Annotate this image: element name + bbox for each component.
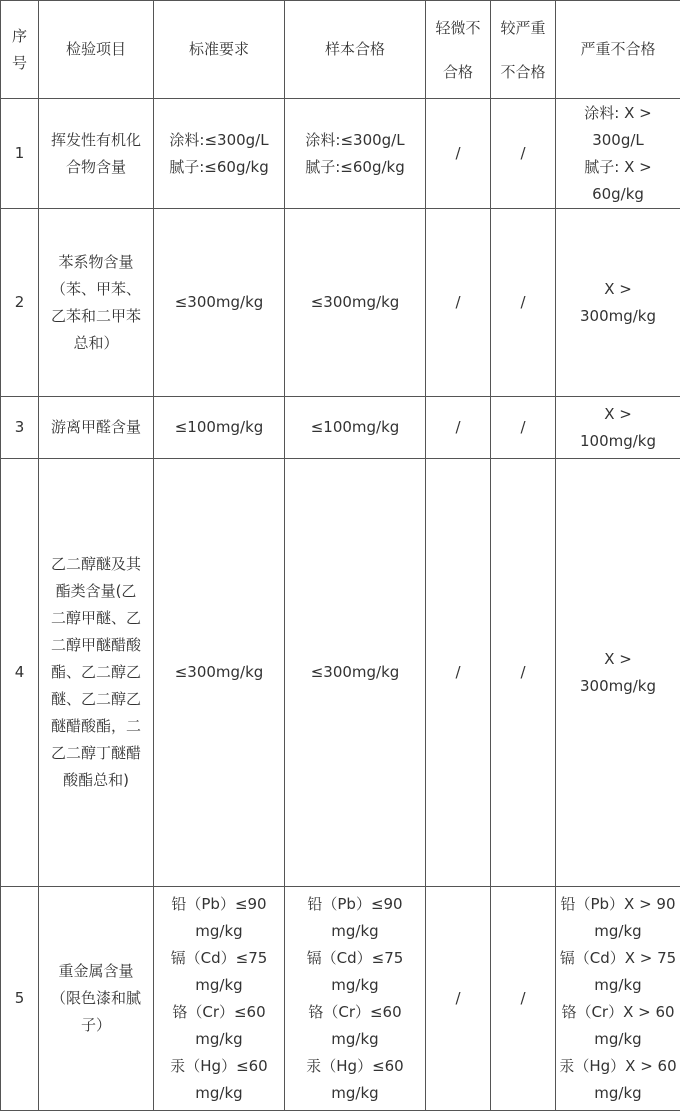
cell-sample-line: 镉（Cd）≤75 xyxy=(288,945,422,972)
cell-no: 3 xyxy=(1,397,39,459)
cell-serious: / xyxy=(491,209,556,397)
cell-severe-line: X > xyxy=(559,276,677,303)
cell-sample xyxy=(285,397,426,459)
cell-standard-line: mg/kg xyxy=(157,1080,281,1107)
cell-standard-line: 涂料:≤300g/L xyxy=(157,127,281,154)
cell-item-line: 游离甲醛含量 xyxy=(42,414,150,441)
cell-standard-line: 铬（Cr）≤60 xyxy=(157,999,281,1026)
cell-sample-line: 涂料:≤300g/L xyxy=(288,127,422,154)
header-seq: 序 号 xyxy=(1,1,39,99)
cell-severe-line: 60g/kg xyxy=(559,181,677,208)
table-row xyxy=(1,397,680,459)
header-serious: 较严重 不合格 xyxy=(491,1,556,99)
cell-no: 1 xyxy=(1,99,39,209)
cell-severe xyxy=(556,397,680,459)
cell-slight: / xyxy=(426,209,491,397)
cell-item-line: （苯、甲苯、 xyxy=(42,276,150,303)
cell-item-line: 醚醋酸酯，二 xyxy=(42,713,150,740)
cell-item-line: 子） xyxy=(42,1012,150,1039)
cell-severe xyxy=(556,459,680,887)
cell-sample-line: mg/kg xyxy=(288,1080,422,1107)
cell-sample-line: mg/kg xyxy=(288,972,422,999)
cell-severe xyxy=(556,887,680,1111)
cell-severe-line: 300mg/kg xyxy=(559,303,677,330)
cell-severe-line: 铅（Pb）X > 90 xyxy=(559,891,677,918)
cell-item-line: 挥发性有机化 xyxy=(42,127,150,154)
cell-item-line: 酸酯总和) xyxy=(42,767,150,794)
cell-item xyxy=(39,459,154,887)
cell-serious: / xyxy=(491,459,556,887)
cell-standard-line: 汞（Hg）≤60 xyxy=(157,1053,281,1080)
cell-item-line: 合物含量 xyxy=(42,154,150,181)
cell-slight: / xyxy=(426,99,491,209)
cell-standard xyxy=(154,209,285,397)
table-row xyxy=(1,459,680,887)
cell-item-line: 苯系物含量 xyxy=(42,249,150,276)
cell-item-line: 酯类含量(乙 xyxy=(42,578,150,605)
cell-item-line: 酯、乙二醇乙 xyxy=(42,659,150,686)
cell-standard-line: 腻子:≤60g/kg xyxy=(157,154,281,181)
cell-item-line: 乙苯和二甲苯 xyxy=(42,303,150,330)
cell-sample-line: ≤100mg/kg xyxy=(288,414,422,441)
cell-standard xyxy=(154,887,285,1111)
cell-severe-line: 汞（Hg）X > 60 xyxy=(559,1053,677,1080)
cell-severe-line: X > xyxy=(559,401,677,428)
cell-severe-line: 镉（Cd）X > 75 xyxy=(559,945,677,972)
cell-sample-line: 腻子:≤60g/kg xyxy=(288,154,422,181)
cell-slight: / xyxy=(426,887,491,1111)
cell-standard-line: mg/kg xyxy=(157,972,281,999)
cell-item-line: 重金属含量 xyxy=(42,958,150,985)
cell-sample-line: 铅（Pb）≤90 xyxy=(288,891,422,918)
table-row xyxy=(1,209,680,397)
cell-sample-line: mg/kg xyxy=(288,1026,422,1053)
header-standard: 标准要求 xyxy=(154,1,285,99)
cell-item xyxy=(39,209,154,397)
cell-standard-line: ≤300mg/kg xyxy=(157,659,281,686)
cell-sample-line: ≤300mg/kg xyxy=(288,289,422,316)
cell-severe-line: X > xyxy=(559,646,677,673)
cell-severe-line: 铬（Cr）X > 60 xyxy=(559,999,677,1026)
cell-severe xyxy=(556,209,680,397)
cell-sample xyxy=(285,887,426,1111)
cell-severe-line: mg/kg xyxy=(559,1026,677,1053)
cell-serious: / xyxy=(491,397,556,459)
cell-item-line: 乙二醇醚及其 xyxy=(42,551,150,578)
cell-item-line: 二醇甲醚醋酸 xyxy=(42,632,150,659)
header-slight: 轻微不 合格 xyxy=(426,1,491,99)
cell-sample-line: mg/kg xyxy=(288,918,422,945)
table-row xyxy=(1,99,680,209)
header-sample-pass: 样本合格 xyxy=(285,1,426,99)
cell-severe-line: 100mg/kg xyxy=(559,428,677,455)
table-row xyxy=(1,887,680,1111)
cell-serious: / xyxy=(491,99,556,209)
cell-sample xyxy=(285,209,426,397)
cell-severe-line: 腻子: X > xyxy=(559,154,677,181)
cell-standard xyxy=(154,99,285,209)
cell-item-line: 二醇甲醚、乙 xyxy=(42,605,150,632)
cell-severe-line: mg/kg xyxy=(559,972,677,999)
cell-standard-line: ≤300mg/kg xyxy=(157,289,281,316)
cell-item xyxy=(39,887,154,1111)
cell-item-line: （限色漆和腻 xyxy=(42,985,150,1012)
cell-sample-line: 铬（Cr）≤60 xyxy=(288,999,422,1026)
cell-no: 2 xyxy=(1,209,39,397)
cell-standard xyxy=(154,397,285,459)
cell-standard-line: mg/kg xyxy=(157,918,281,945)
cell-item xyxy=(39,99,154,209)
cell-slight: / xyxy=(426,397,491,459)
cell-item-line: 乙二醇丁醚醋 xyxy=(42,740,150,767)
cell-standard-line: 镉（Cd）≤75 xyxy=(157,945,281,972)
cell-sample-line: ≤300mg/kg xyxy=(288,659,422,686)
header-row xyxy=(1,1,680,99)
cell-standard xyxy=(154,459,285,887)
cell-standard-line: mg/kg xyxy=(157,1026,281,1053)
cell-no: 4 xyxy=(1,459,39,887)
cell-serious: / xyxy=(491,887,556,1111)
cell-severe-line: 涂料: X > xyxy=(559,100,677,127)
cell-no: 5 xyxy=(1,887,39,1111)
cell-standard-line: ≤100mg/kg xyxy=(157,414,281,441)
cell-severe-line: mg/kg xyxy=(559,1080,677,1107)
cell-sample xyxy=(285,459,426,887)
cell-slight: / xyxy=(426,459,491,887)
cell-severe-line: 300g/L xyxy=(559,127,677,154)
cell-severe-line: mg/kg xyxy=(559,918,677,945)
cell-item-line: 醚、乙二醇乙 xyxy=(42,686,150,713)
cell-item-line: 总和） xyxy=(42,330,150,357)
cell-item xyxy=(39,397,154,459)
cell-severe-line: 300mg/kg xyxy=(559,673,677,700)
header-severe: 严重不合格 xyxy=(556,1,680,99)
cell-standard-line: 铅（Pb）≤90 xyxy=(157,891,281,918)
header-item: 检验项目 xyxy=(39,1,154,99)
cell-severe xyxy=(556,99,680,209)
cell-sample-line: 汞（Hg）≤60 xyxy=(288,1053,422,1080)
cell-sample xyxy=(285,99,426,209)
